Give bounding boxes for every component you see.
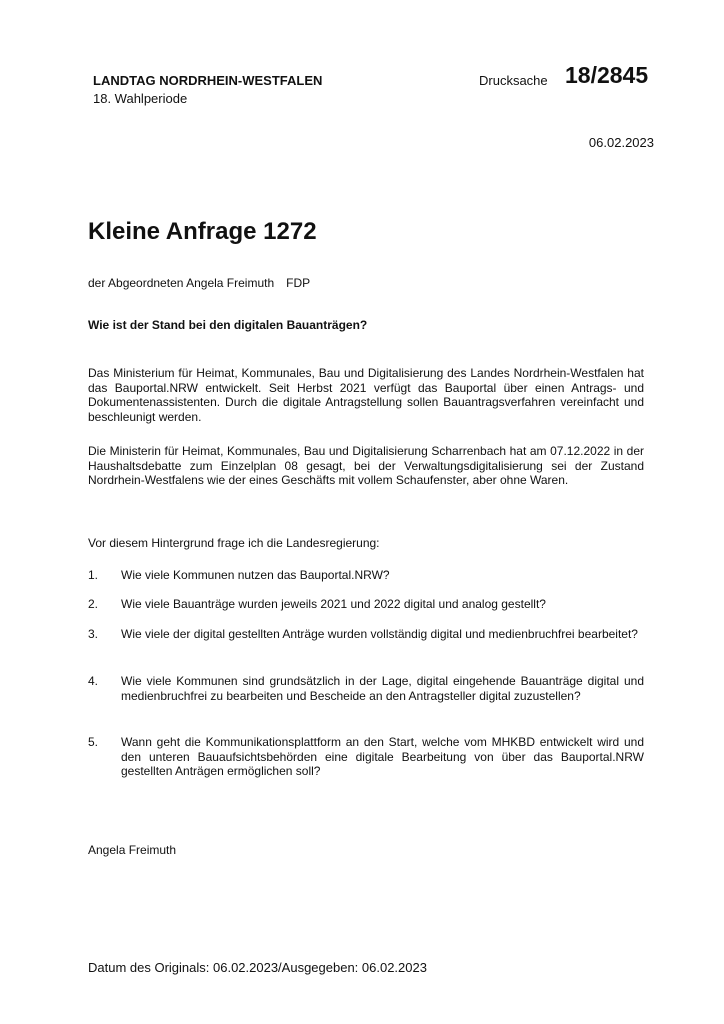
question-text: Wann geht die Kommunikationsplattform an den Start, welche vom MHKBD entwickelt wird und den unteren Bauaufsichtsbehörden eine digitale Bearbeitung von über das Bauportal.NRW gestellten Anträgen ermöglichen soll? bbox=[121, 735, 644, 778]
question-item bbox=[88, 597, 644, 612]
author-name: der Abgeordneten Angela Freimuth bbox=[88, 276, 275, 290]
question-number: 2. bbox=[88, 597, 99, 611]
drucksache-label: Drucksache bbox=[479, 73, 548, 88]
signature: Angela Freimuth bbox=[88, 843, 177, 857]
question-number: 3. bbox=[88, 627, 99, 641]
question-text: Wie viele Kommunen sind grundsätzlich in der Lage, digital eingehende Bauanträge digital und medienbruchfrei zu bearbeiten und Bescheide an den Antragsteller digital zuzustellen? bbox=[121, 674, 644, 703]
electoral-period: 18. Wahlperiode bbox=[93, 91, 188, 106]
question-item bbox=[88, 627, 644, 642]
question-number: 5. bbox=[88, 735, 99, 749]
question-item bbox=[88, 735, 644, 779]
question-title: Wie ist der Stand bei den digitalen Bauanträgen? bbox=[88, 318, 368, 332]
party-name: FDP bbox=[286, 276, 311, 290]
parliament-name: LANDTAG NORDRHEIN-WESTFALEN bbox=[93, 73, 323, 88]
author-line bbox=[88, 276, 310, 290]
paragraph: Die Ministerin für Heimat, Kommunales, Bau und Digitalisierung Scharrenbach hat am 07.12.2022 in der Haushaltsdebatte zum Einzelplan 08 gesagt, bei der Verwaltungsdigitalisierung sei der Zustand Nordrhein-Westfalens wie der eines Geschäfts mit vollem Schaufenster, aber ohne Waren. bbox=[88, 444, 644, 487]
question-number: 4. bbox=[88, 674, 99, 688]
question-item bbox=[88, 674, 644, 703]
question-text: Wie viele Bauanträge wurden jeweils 2021 und 2022 digital und analog gestellt? bbox=[121, 597, 546, 611]
question-text: Wie viele der digital gestellten Anträge wurden vollständig digital und medienbruchfrei bearbeitet? bbox=[121, 627, 638, 641]
document-date: 06.02.2023 bbox=[588, 135, 654, 150]
question-text: Wie viele Kommunen nutzen das Bauportal.NRW? bbox=[121, 568, 390, 582]
paragraph: Das Ministerium für Heimat, Kommunales, Bau und Digitalisierung des Landes Nordrhein-Westfalen hat das Bauportal.NRW entwickelt. Seit Herbst 2021 verfügt das Bauportal über einen Antrags- und Dokumentenassistenten. Durch die digitale Antragstellung sollen Bauantragsverfahren vereinfacht und beschleunigt werden. bbox=[88, 366, 644, 424]
question-number: 1. bbox=[88, 568, 99, 582]
document-title: Kleine Anfrage 1272 bbox=[88, 218, 317, 245]
drucksache-number: 18/2845 bbox=[565, 62, 649, 88]
footer-dates: Datum des Originals: 06.02.2023/Ausgegeben: 06.02.2023 bbox=[88, 960, 427, 975]
questions-intro: Vor diesem Hintergrund frage ich die Landesregierung: bbox=[88, 536, 380, 550]
question-item bbox=[88, 568, 644, 583]
